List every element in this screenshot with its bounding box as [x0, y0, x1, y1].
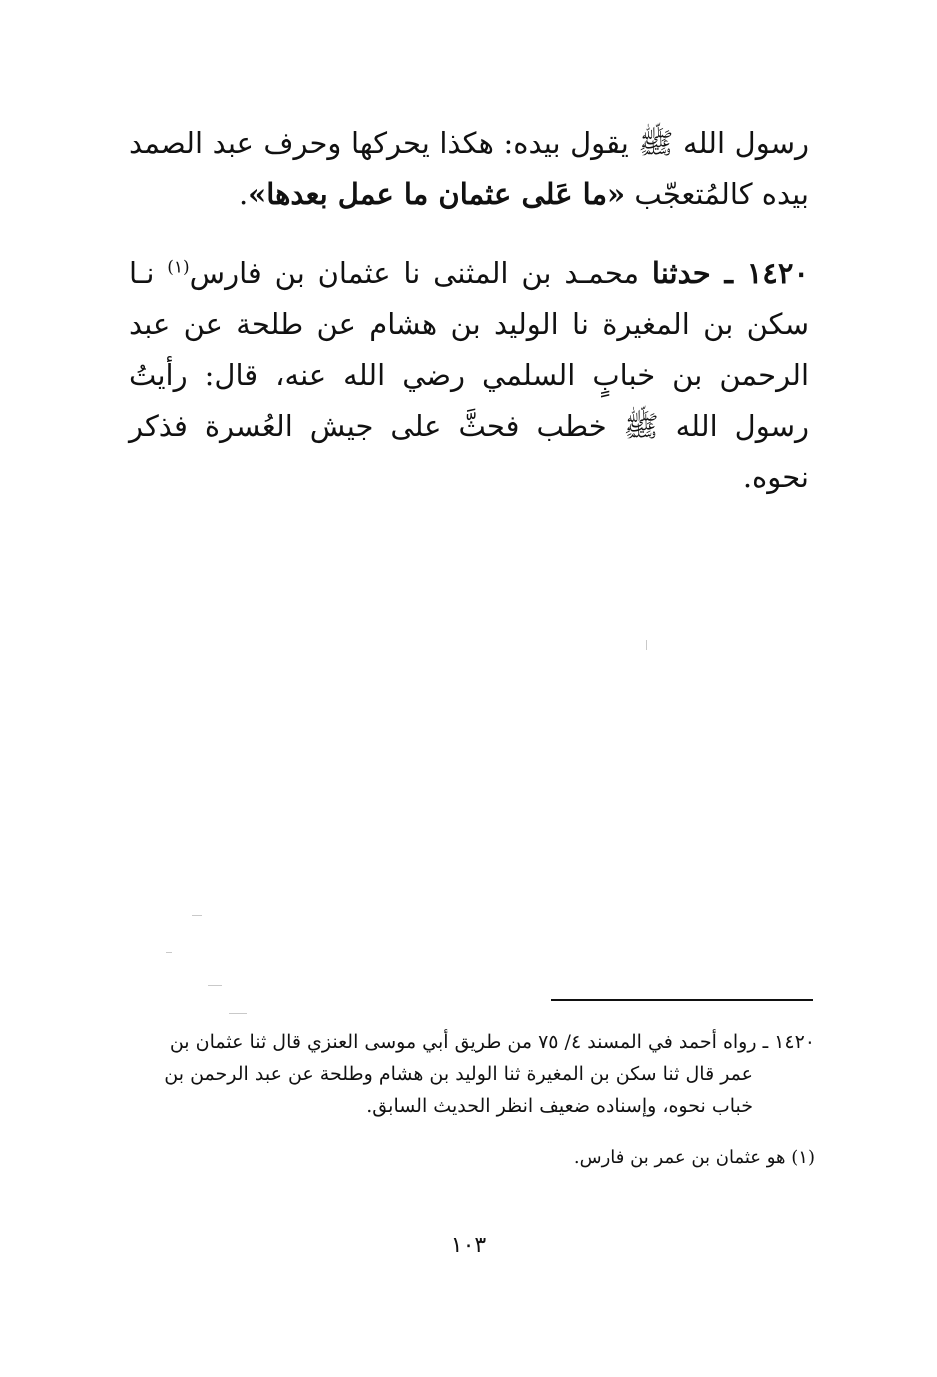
paragraph-1-end: . [238, 177, 249, 211]
hadith-note-line-1: ١٤٢٠ ـ رواه أحمد في المسند ٤/ ٧٥ من طريق أبي موسى العنزي قال ثنا عثمان بن [169, 1031, 815, 1053]
hadith-body-text: نـا سكن بن المغيرة نا الوليد بن هشام عن طلحة عن عبد الرحمن بن خبابٍ السلمي رضي الله عنه، قال: رأيتُ رسول الله ﷺ خطب فحثَّ على جيش العُسرة فذكر نحوه. [129, 256, 809, 494]
footnote-1: (١) هو عثمان بن عمر بن فارس. [573, 1147, 815, 1168]
hadith-lead-word: حدثنا [651, 256, 711, 290]
footnotes-section [125, 1026, 815, 1174]
hadith-1420-note [125, 1026, 815, 1122]
hadith-1420-paragraph [129, 248, 809, 503]
quoted-hadith-text: «ما عَلى عثمان ما عمل بعدها» [248, 177, 626, 211]
paragraph-1-line-2: كالمُتعجّب [625, 177, 753, 211]
hadith-number: ١٤٢٠ ـ [710, 256, 809, 290]
footnote-separator [551, 999, 813, 1001]
main-text [129, 118, 809, 503]
scan-speck [229, 1013, 247, 1014]
hadith-note-continuation: عمر قال ثنا سكن بن المغيرة ثنا الوليد بن هشام وطلحة عن عبد الرحمن بن خباب نحوه، وإسناده ضعيف انظر الحديث السابق. [164, 1063, 753, 1117]
hadith-chain-text: محمـد بن المثنى نا عثمان بن فارس [189, 256, 652, 290]
page-number: ١٠٣ [450, 1233, 487, 1258]
paragraph-continuation [129, 118, 809, 220]
scan-speck [208, 985, 222, 986]
scan-speck [166, 952, 172, 953]
scan-speck [192, 915, 202, 916]
footnote-reference: (١) [167, 257, 190, 278]
paragraph-1-line-1: رسول الله ﷺ يقول بيده: هكذا يحركها وحرف عبد الصمد بيده [129, 126, 809, 211]
scan-speck [646, 640, 647, 650]
